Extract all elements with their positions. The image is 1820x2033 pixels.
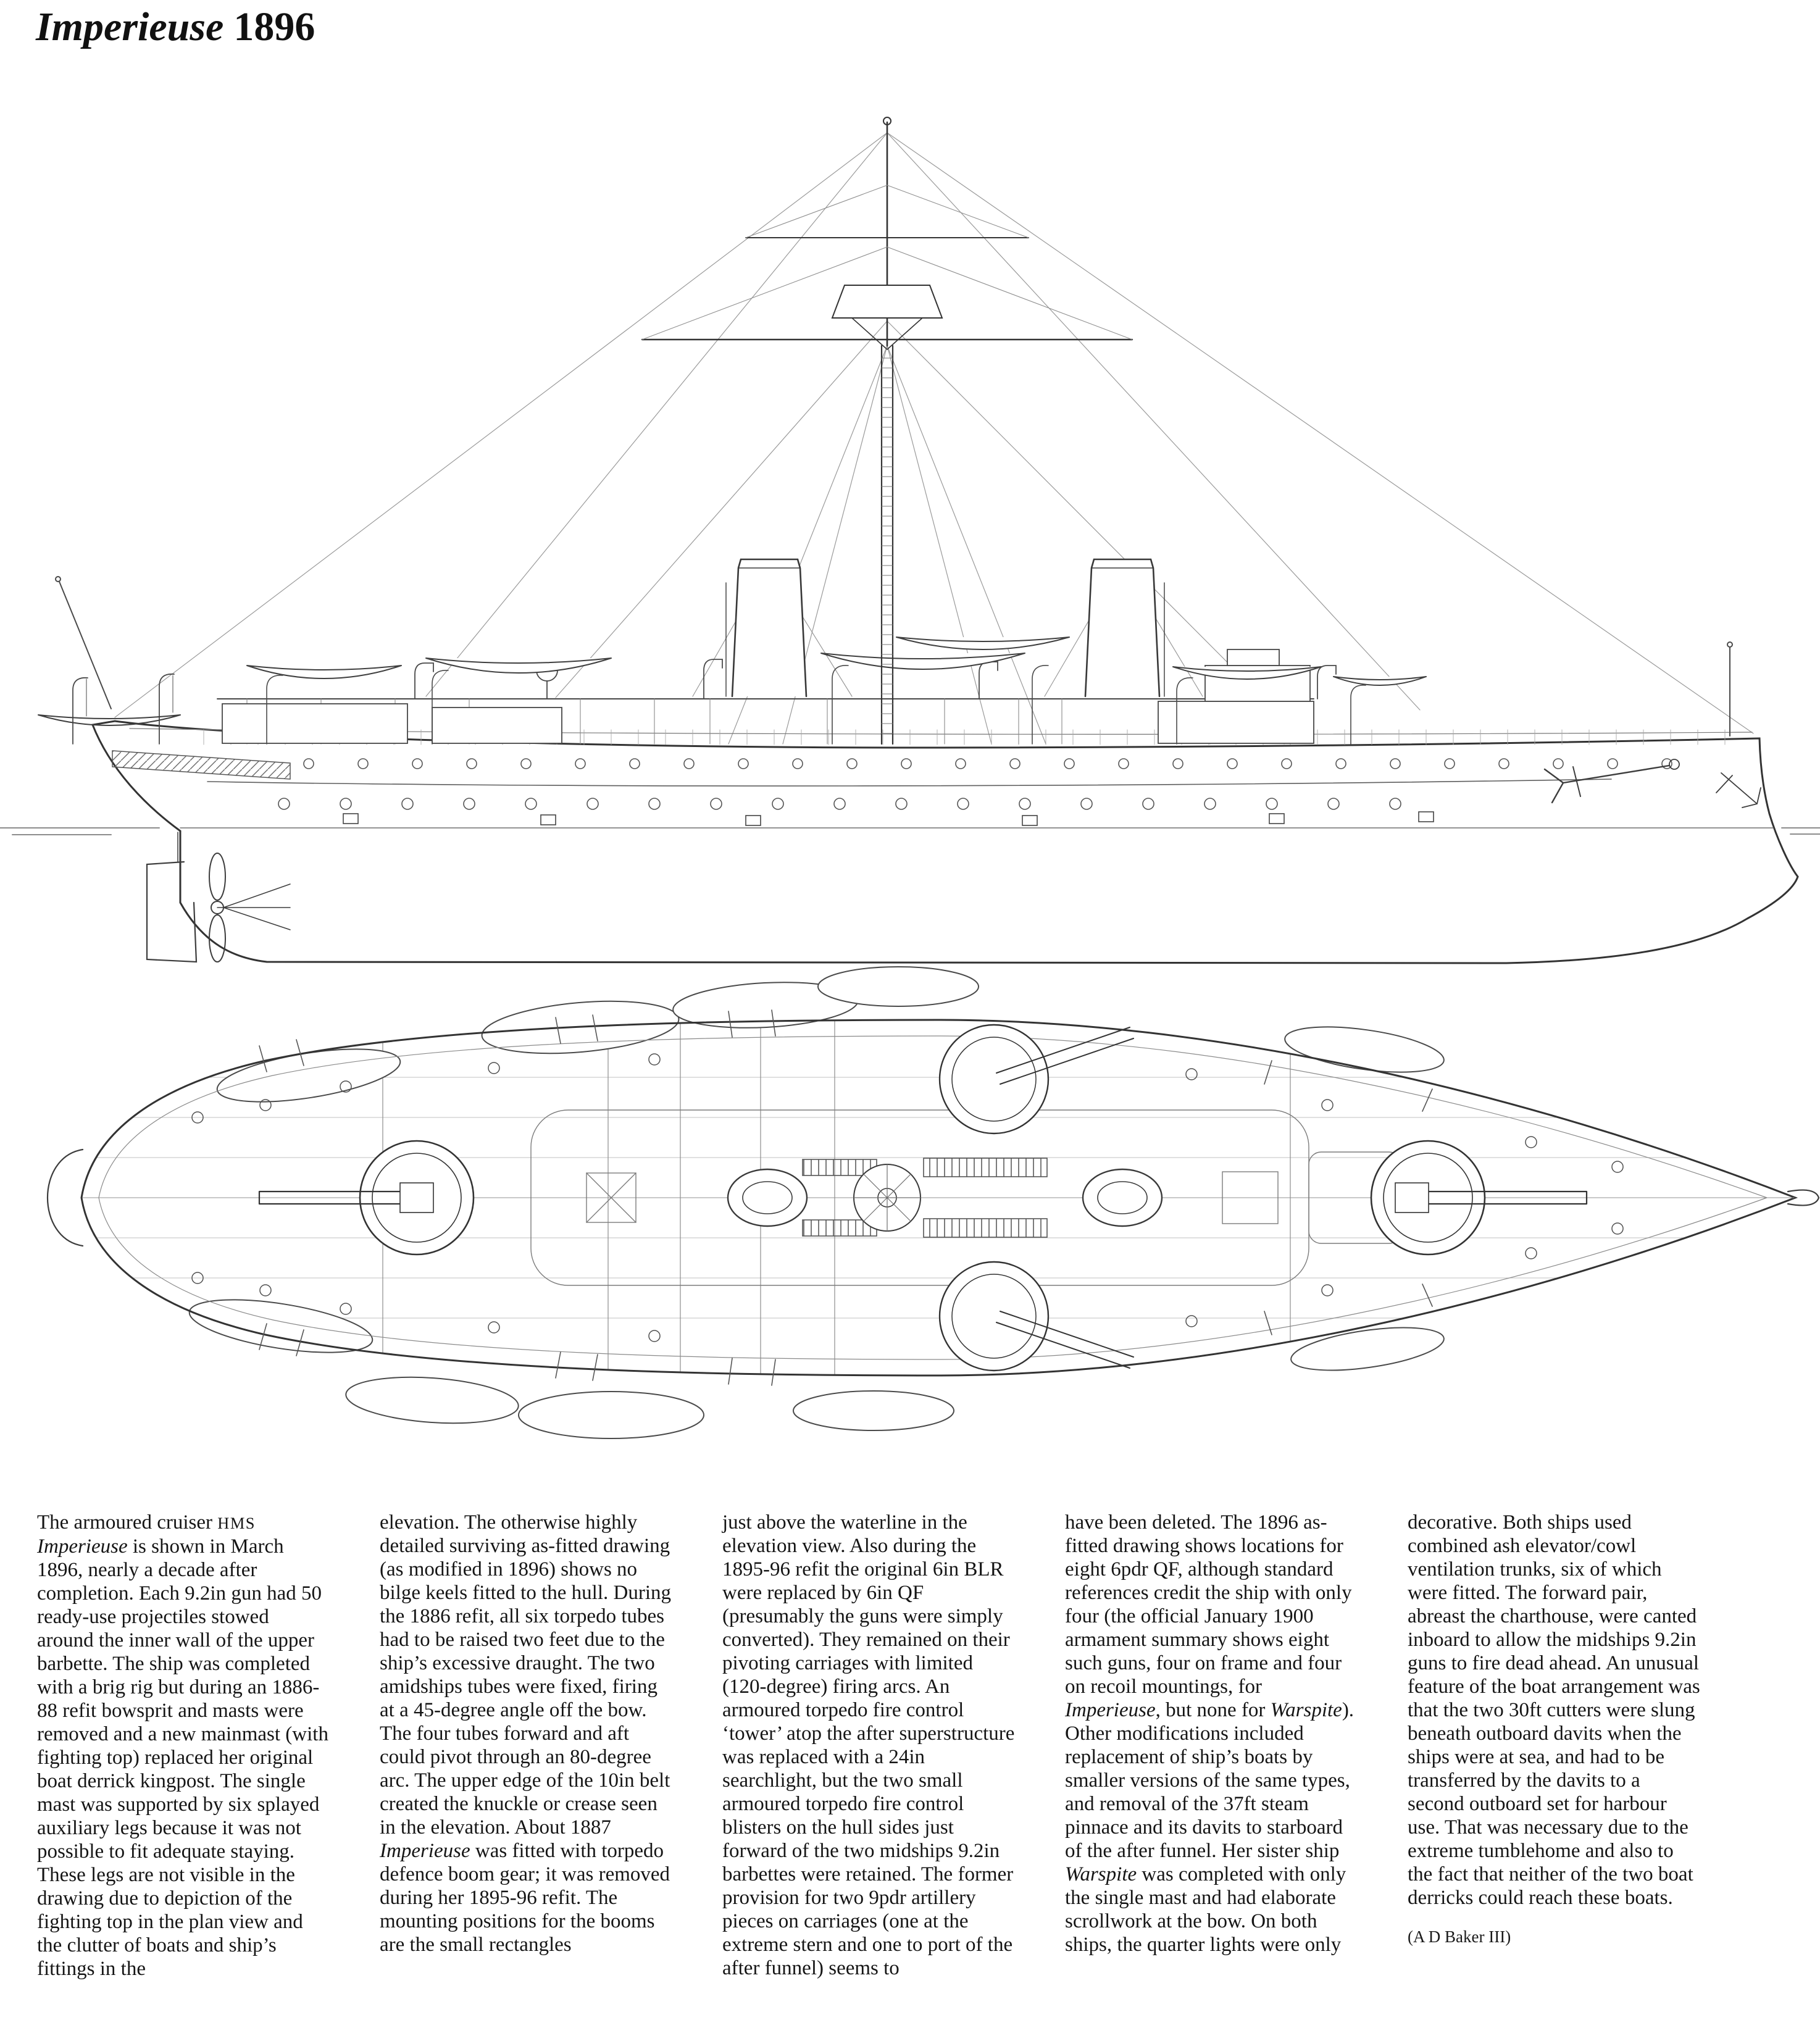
caption-segment: Imperieuse <box>380 1840 470 1862</box>
elevation-drawing <box>0 117 1820 963</box>
caption-segment: have been deleted. The 1896 as-fitted drawing shows locations for eight 6pdr QF, although standard references credit the ship with only four (the official January 1900 armament summary shows eight such guns, four on frame and four on recoil mountings, for <box>1065 1511 1352 1698</box>
plan-fighting-top <box>854 1164 920 1231</box>
credit-line: (A D Baker III) <box>1408 1927 1511 1946</box>
caption-segment: Warspite <box>1065 1863 1137 1885</box>
caption-column-4 <box>1065 1511 1358 1956</box>
caption-segment: Imperieuse <box>1065 1699 1156 1721</box>
caption-segment: is shown in March 1896, nearly a decade after completion. Each 9.2in gun had 50 ready-use projectiles stowed around the inner wall of the upper barbette. The ship was completed with a brig rig but during an 1886-88 refit bowsprit and masts were removed and a new mainmast (with fighting top) replaced her original boat derrick kingpost. The single mast was supported by six splayed auxiliary legs because it was not possible to fit adequate staying. These legs are not visible in the drawing due to depiction of the fighting top in the plan view and the clutter of boats and ship’s fittings in the <box>37 1535 328 1980</box>
caption-segment: ). Other modifications included replacement of ship’s boats by smaller versions of the same types, and removal of the 37ft steam pinnace and its davits to starboard of the after funnel. Her sister ship <box>1065 1699 1355 1862</box>
caption-segment: decorative. Both ships used combined ash elevator/cowl ventilation trunks, six of which were fitted. The forward pair, abreast the charthouse, were canted inboard to allow the midships 9.2in guns to fire dead ahead. An unusual feature of the boat arrangement was that the two 30ft cutters were slung beneath outboard davits when the ships were at sea, and had to be transferred by the davits to a second outboard set for harbour use. That was necessary due to the extreme tumblehome and also to the fact that neither of the two boat derricks could reach these boats. <box>1408 1511 1700 1909</box>
rigging-lines <box>115 133 1753 744</box>
page-title-ship-name: Imperieuse <box>36 4 224 49</box>
caption-segment: HMS <box>217 1514 256 1532</box>
plan-view-drawing <box>48 967 1819 1438</box>
plan-stern-walk <box>48 1150 83 1246</box>
caption-column-5 <box>1408 1511 1700 1963</box>
hull-profile <box>93 721 1798 963</box>
caption-segment: was completed with only the single mast and had elaborate scrollwork at the bow. On both ships, the quarter lights were only <box>1065 1863 1346 1956</box>
caption-column-3 <box>722 1511 1015 1980</box>
caption-column-2 <box>380 1511 672 1956</box>
funnels <box>726 559 1164 696</box>
caption-segment: elevation. The otherwise highly detailed surviving as-fitted drawing (as modified in 1896) shows no bilge keels fitted to the hull. During the 1886 refit, all six torpedo tubes had to be raised two feet due to the ship’s excessive draught. The two amidships tubes were fixed, firing at a 45-degree angle off the bow. The four tubes forward and aft could pivot through an 80-degree arc. The upper edge of the 10in belt created the knuckle or crease seen in the elevation. About 1887 <box>380 1511 671 1839</box>
ensign-staff <box>56 577 111 709</box>
caption-segment: , but none for <box>1155 1699 1271 1721</box>
caption-column-1 <box>37 1511 330 1981</box>
ratline-rungs <box>882 358 893 733</box>
caption-segment: The armoured cruiser <box>37 1511 218 1534</box>
caption-segment: Warspite <box>1270 1699 1342 1721</box>
page-title-year: 1896 <box>233 4 315 49</box>
caption-segment: was fitted with torpedo defence boom gear; it was removed during her 1895-96 refit. The mounting positions for the booms are the small rectangles <box>380 1840 670 1956</box>
caption-segment: just above the waterline in the elevation view. Also during the 1895-96 refit the original 6in BLR were replaced by 6in QF (presumably the guns were simply converted). They remained on their pivoting carriages with limited (120-degree) firing arcs. An armoured torpedo fire control ‘tower’ atop the after superstructure was replaced with a 24in searchlight, but the two small armoured torpedo fire control blisters on the hull sides just forward of the two midships 9.2in barbettes were retained. The former provision for two 9pdr artillery pieces on carriages (one at the extreme stern and one to port of the after funnel) seems to <box>722 1511 1015 1979</box>
jackstaff <box>1727 642 1732 736</box>
caption-segment: Imperieuse <box>37 1535 128 1558</box>
main-mast <box>642 117 1132 744</box>
